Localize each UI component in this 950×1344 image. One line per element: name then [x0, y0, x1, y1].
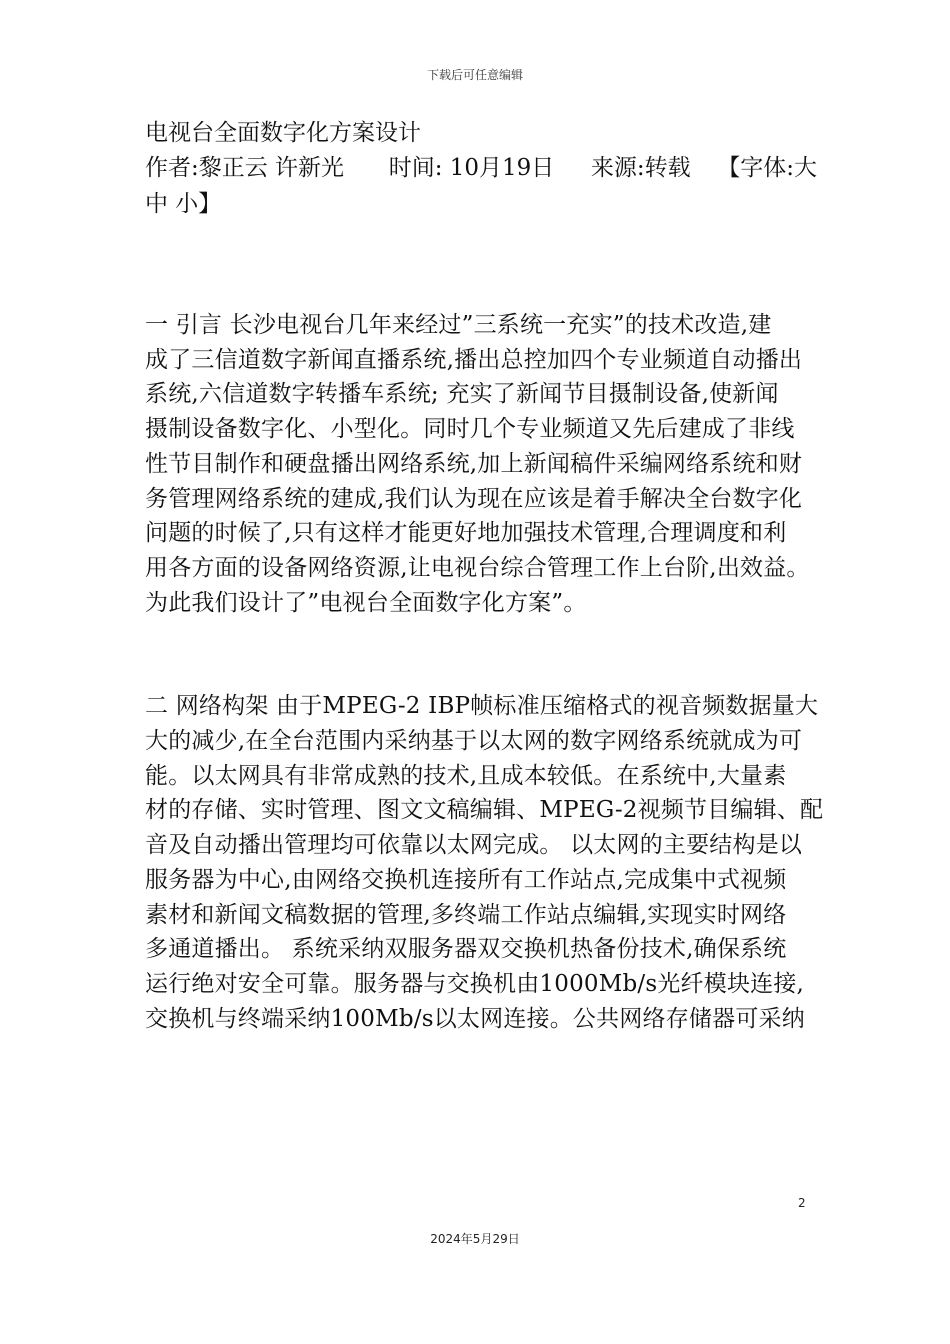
meta-font-size-suffix[interactable]: 中 小】 — [145, 191, 222, 217]
section2-line: 材的存储、实时管理、图文文稿编辑、MPEG-2视频节目编辑、配 — [145, 797, 824, 824]
section2-line: 交换机与终端采纳100Mb/s以太网连接。公共网络存储器可采纳 — [145, 1005, 805, 1032]
section1-line: 系统,六信道数字转播车系统; 充实了新闻节目摄制设备,使新闻 — [145, 381, 779, 408]
page-number: 2 — [798, 1196, 806, 1210]
section1-line: 务管理网络系统的建成,我们认为现在应该是着手解决全台数字化 — [145, 485, 803, 512]
section1-line: 一 引言 长沙电视台几年来经过”三系统一充实”的技术改造,建 — [145, 312, 772, 338]
section1-line: 性节目制作和硬盘播出网络系统,加上新闻稿件采编网络系统和财 — [145, 450, 803, 477]
section2-line: 能。以太网具有非常成熟的技术,且成本较低。在系统中,大量素 — [145, 762, 787, 789]
meta-author: 作者:黎正云 许新光 — [145, 155, 345, 181]
section2-line: 大的减少,在全台范围内采纳基于以太网的数字网络系统就成为可 — [145, 728, 803, 755]
document-title: 电视台全面数字化方案设计 — [145, 120, 421, 146]
header-note: 下载后可任意编辑 — [426, 68, 523, 82]
meta-time: 时间: 10月19日 — [388, 155, 555, 181]
section2-line: 服务器为中心,由网络交换机连接所有工作站点,完成集中式视频 — [145, 866, 787, 893]
section1-line: 用各方面的设备网络资源,让电视台综合管理工作上台阶,出效益。 — [145, 554, 810, 581]
section2-line: 多通道播出。 系统采纳双服务器双交换机热备份技术,确保系统 — [145, 936, 787, 963]
meta-source: 来源:转载 — [590, 155, 691, 181]
section2-line: 运行绝对安全可靠。服务器与交换机由1000Mb/s光纤模块连接, — [145, 970, 805, 997]
section1-line: 问题的时候了,只有这样才能更好地加强技术管理,合理调度和利 — [145, 520, 787, 547]
section2-line: 音及自动播出管理均可依靠以太网完成。 以太网的主要结构是以 — [145, 832, 803, 859]
article-meta — [145, 150, 818, 186]
meta-font-size-prefix[interactable]: 【字体:大 — [717, 155, 818, 181]
section1-line: 摄制设备数字化、小型化。同时几个专业频道又先后建成了非线 — [145, 416, 795, 443]
section1-line: 成了三信道数字新闻直播系统,播出总控加四个专业频道自动播出 — [145, 346, 803, 373]
section2-line: 二 网络构架 由于MPEG-2 IBP帧标准压缩格式的视音频数据量大 — [145, 693, 819, 720]
section-introduction — [145, 308, 810, 620]
section2-line: 素材和新闻文稿数据的管理,多终端工作站点编辑,实现实时网络 — [145, 901, 787, 928]
document-body — [145, 116, 824, 1036]
section-network-architecture — [145, 689, 824, 1036]
footer-date: 2024年5月29日 — [430, 1232, 520, 1246]
section1-line: 为此我们设计了”电视台全面数字化方案”。 — [145, 589, 587, 616]
